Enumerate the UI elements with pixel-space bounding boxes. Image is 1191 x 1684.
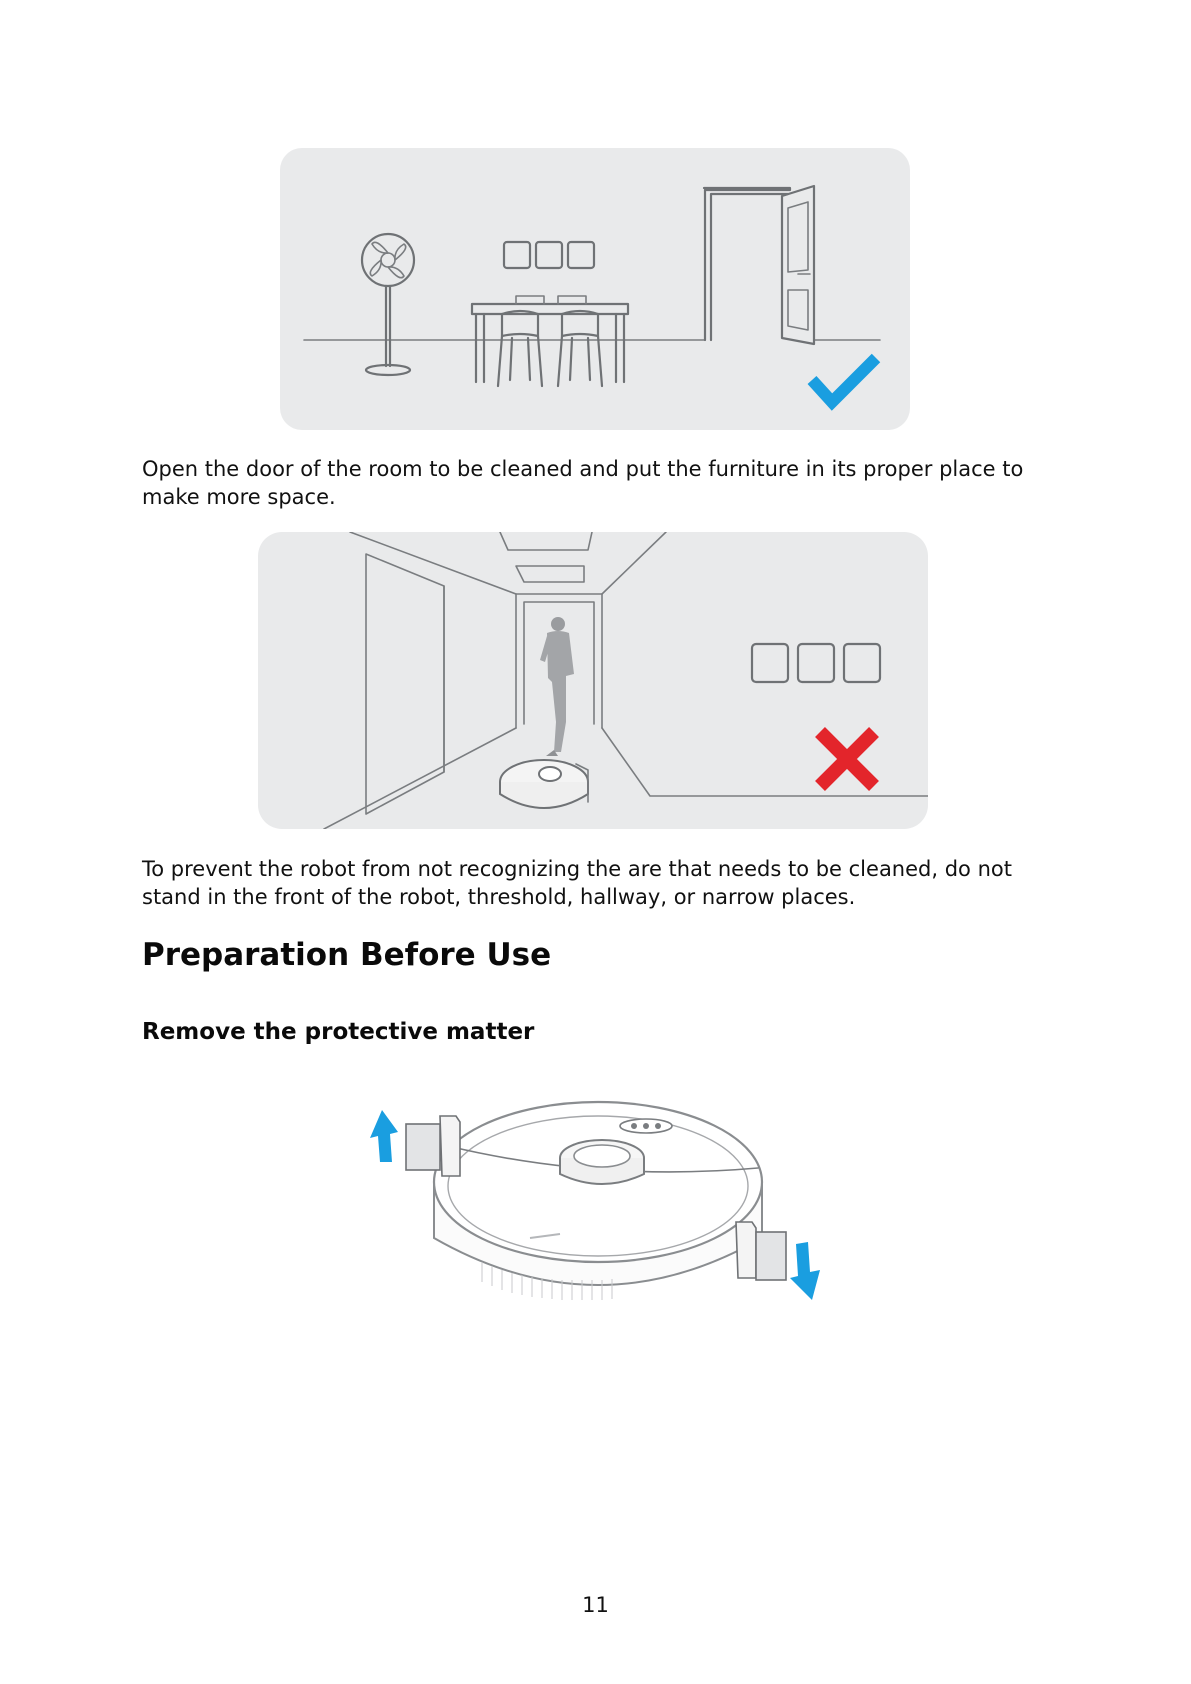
page-number: 11 bbox=[582, 1593, 609, 1617]
hallway-instruction: To prevent the robot from not recognizing the are that needs to be cleaned, do not stand in the front of the robot, threshold, hallway, or narrow places. bbox=[142, 857, 1012, 909]
open-door-illustration bbox=[280, 148, 910, 430]
open-door-instruction: Open the door of the room to be cleaned and put the furniture in its proper place to make more space. bbox=[142, 457, 1024, 509]
robot-vacuum-icon bbox=[500, 760, 588, 808]
right-arrow-icon bbox=[790, 1242, 820, 1300]
left-arrow-icon bbox=[370, 1110, 398, 1162]
left-protective-strip-icon bbox=[406, 1116, 460, 1176]
section-subtitle: Remove the protective matter bbox=[142, 1019, 535, 1045]
hallway-illustration bbox=[258, 532, 928, 829]
section-title: Preparation Before Use bbox=[142, 937, 552, 973]
robot-protective-matter-illustration bbox=[362, 1082, 834, 1322]
